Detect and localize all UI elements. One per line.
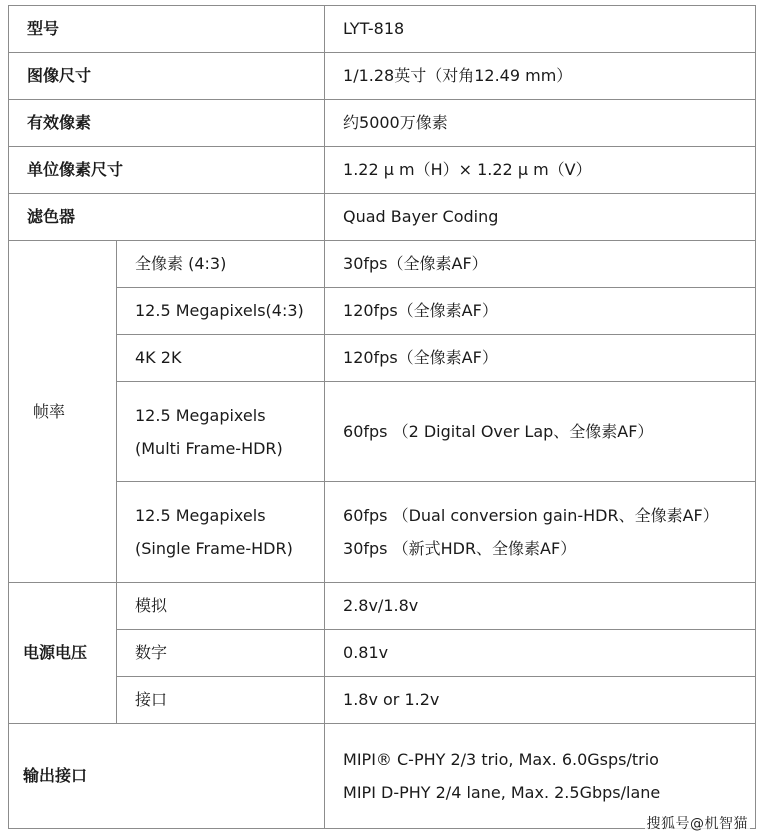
row-label: 图像尺寸 <box>9 53 325 100</box>
mode-cell: 12.5 Megapixels(4:3) <box>117 288 325 335</box>
group-label-output-interface: 输出接口 <box>9 724 325 829</box>
value-cell: 0.81v <box>325 630 756 677</box>
row-label: 滤色器 <box>9 194 325 241</box>
value-line: MIPI D-PHY 2/4 lane, Max. 2.5Gbps/lane <box>343 783 661 802</box>
mode-line: 12.5 Megapixels <box>135 405 266 425</box>
table-row-output-interface <box>9 724 756 829</box>
table-row-power <box>9 583 756 630</box>
table-row-color-filter <box>9 194 756 241</box>
row-value: Quad Bayer Coding <box>325 194 756 241</box>
mode-cell: 全像素 (4:3) <box>117 241 325 288</box>
value-cell: 2.8v/1.8v <box>325 583 756 630</box>
table-row-pixel-size <box>9 147 756 194</box>
row-value: 1/1.28英寸（对角12.49 mm） <box>325 53 756 100</box>
table-row-model <box>9 6 756 53</box>
mode-line: (Single Frame-HDR) <box>135 539 293 558</box>
value-line: MIPI® C-PHY 2/3 trio, Max. 6.0Gsps/trio <box>343 750 659 769</box>
spec-table <box>8 5 756 829</box>
table-row-frame-rate <box>9 288 756 335</box>
watermark: 搜狐号@机智猫 <box>645 813 751 833</box>
value-line: 60fps （Dual conversion gain-HDR、全像素AF） <box>343 506 719 525</box>
value-cell <box>325 482 756 583</box>
value-cell: 120fps（全像素AF） <box>325 288 756 335</box>
row-value: 1.22 μ m（H）× 1.22 μ m（V） <box>325 147 756 194</box>
table-row-image-size <box>9 53 756 100</box>
mode-line: (Multi Frame-HDR) <box>135 438 283 458</box>
table-row-frame-rate <box>9 335 756 382</box>
value-cell: 1.8v or 1.2v <box>325 677 756 724</box>
row-label: 单位像素尺寸 <box>9 147 325 194</box>
type-cell: 模拟 <box>117 583 325 630</box>
row-value: 约5000万像素 <box>325 100 756 147</box>
mode-line: 12.5 Megapixels <box>135 506 266 525</box>
row-value: LYT-818 <box>325 6 756 53</box>
value-cell: 60fps （2 Digital Over Lap、全像素AF） <box>325 382 756 482</box>
value-line: 30fps （新式HDR、全像素AF） <box>343 539 577 558</box>
row-label: 有效像素 <box>9 100 325 147</box>
mode-cell <box>117 482 325 583</box>
table-row-effective-pixels <box>9 100 756 147</box>
value-cell: 120fps（全像素AF） <box>325 335 756 382</box>
value-cell: 30fps（全像素AF） <box>325 241 756 288</box>
table-row-frame-rate <box>9 482 756 583</box>
row-label: 型号 <box>9 6 325 53</box>
table-row-frame-rate <box>9 382 756 482</box>
type-cell: 数字 <box>117 630 325 677</box>
mode-cell: 4K 2K <box>117 335 325 382</box>
type-cell: 接口 <box>117 677 325 724</box>
mode-cell <box>117 382 325 482</box>
table-row-frame-rate <box>9 241 756 288</box>
table-row-power <box>9 677 756 724</box>
group-label-power-voltage: 电源电压 <box>9 583 117 724</box>
table-row-power <box>9 630 756 677</box>
group-label-frame-rate: 帧率 <box>9 241 117 583</box>
